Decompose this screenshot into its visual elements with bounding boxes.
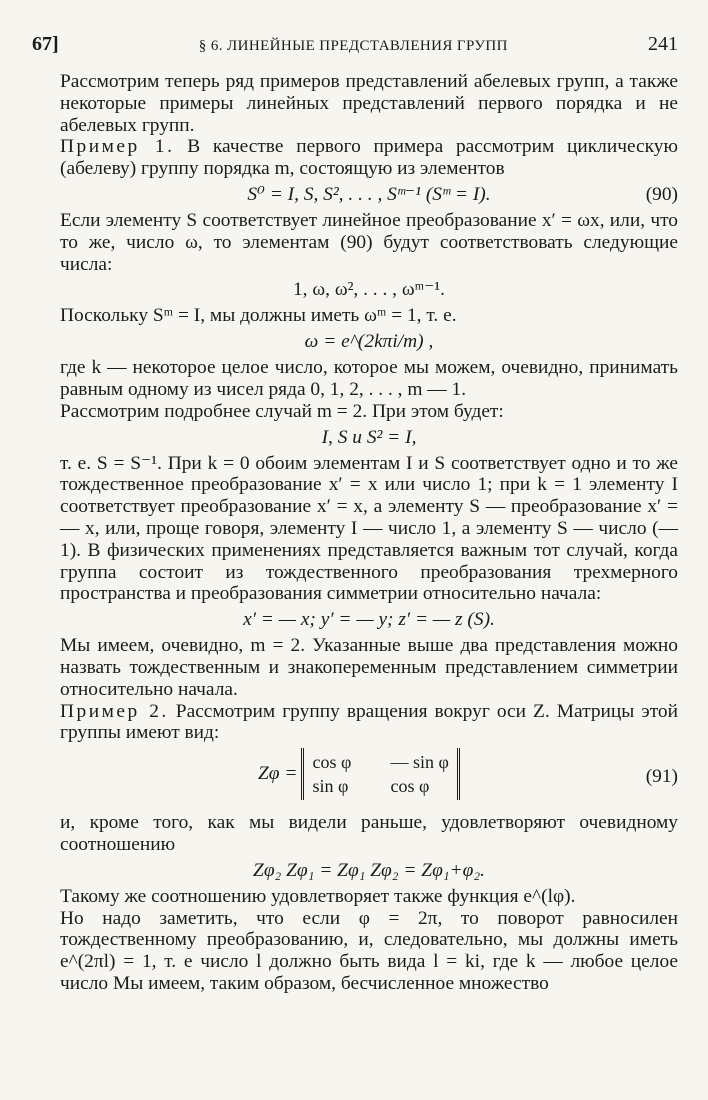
section-marker: 67]	[32, 33, 59, 55]
paragraph-example-1	[60, 136, 678, 180]
case-elements: I, S и S² = I,	[321, 426, 417, 448]
omega-exponent: ω = e^(2kπi/m) ,	[304, 331, 434, 353]
example-1-label: Пример 1.	[60, 136, 175, 158]
example-2-text: Рассмотрим группу вращения вокруг оси Z. Матрицы этой группы имеют вид:	[60, 700, 678, 744]
matrix-row-1	[312, 750, 448, 774]
example-2-label: Пример 2.	[60, 700, 169, 722]
formula-case	[60, 425, 678, 451]
formula-symmetry	[60, 607, 678, 633]
page-number: 241	[647, 33, 678, 55]
paragraph-relation: и, кроме того, как мы видели раньше, удовлетворяют очевидному соотношению	[60, 812, 678, 855]
running-title: § 6. ЛИНЕЙНЫЕ ПРЕДСТАВЛЕНИЯ ГРУПП	[198, 38, 508, 54]
formula-90	[60, 182, 678, 208]
paragraph-integer-k: где k — некоторое целое число, которое мы можем, очевидно, принимать равным одному из чисел ряда 0, 1, 2, . . . , m — 1.	[60, 357, 678, 400]
rotation-matrix	[258, 748, 460, 800]
paragraph-transform: Если элементу S соответствует линейное преобразование x′ = ωx, или, что то же, число ω, то элементам (90) будут соответствовать следующие числа:	[60, 209, 678, 275]
matrix-body	[301, 748, 459, 800]
paragraph-since: Поскольку Sᵐ = I, мы должны иметь ωᵐ = 1, т. е.	[60, 305, 457, 327]
symmetry-transform: x′ = — x; y′ = — y; z′ = — z (S).	[243, 609, 495, 631]
relation-body: Zφ₂ Zφ₁ = Zφ₁ Zφ₂ = Zφ₁+φ₂.	[253, 859, 485, 881]
page-header	[32, 33, 678, 59]
equation-number-90: (90)	[645, 183, 678, 205]
example-1-text: В качестве первого примера рассмотрим циклическую (абелеву) группу порядка m, состоящую из элементов	[60, 136, 678, 180]
matrix-cell-12: — sin φ	[390, 752, 449, 773]
formula-exponent	[60, 329, 678, 355]
formula-omega-series	[60, 277, 678, 303]
matrix-cell-11: cos φ	[312, 752, 352, 773]
formula-91	[60, 748, 678, 808]
paragraph-intro: Рассмотрим теперь ряд примеров представлений абелевых групп, а также некоторые примеры линейных представлений первого порядка и не абелевых групп.	[60, 71, 678, 136]
matrix-lhs: Zφ =	[258, 763, 298, 785]
omega-series: 1, ω, ω², . . . , ωᵐ⁻¹.	[292, 279, 446, 301]
paragraph-case-m2: Рассмотрим подробнее случай m = 2. При этом будет:	[60, 400, 504, 422]
page-body	[60, 71, 678, 995]
paragraph-function: Такому же соотношению удовлетворяет также функция e^(lφ).	[60, 885, 576, 907]
formula-90-body: S⁰ = I, S, S², . . . , Sᵐ⁻¹ (Sᵐ = I).	[247, 183, 491, 205]
matrix-cell-21: sin φ	[312, 776, 349, 797]
paragraph-example-2	[60, 701, 678, 745]
paragraph-identity: т. е. S = S⁻¹. При k = 0 обоим элементам I и S соответствует одно и то же тождественное преобразование x′ = x или число 1; при k = 1 элементу I соответствует преобразование x′ = x, а элементу S — преобразование x′ = — x, или, проще говоря, элементу I — число 1, а элементу S — число (— 1). В физических применениях представляется важным тот случай, когда группа состоит из тождественного преобразования трехмерного пространства и преобразования симметрии относительно начала:	[60, 452, 678, 605]
paragraph-representations: Мы имеем, очевидно, m = 2. Указанные выше два представления можно назвать тождественным и знакопеременным представлением симметрии относительно начала.	[60, 635, 678, 700]
matrix-row-2	[312, 774, 448, 798]
equation-number-91: (91)	[645, 766, 678, 788]
matrix-cell-22: cos φ	[390, 776, 430, 797]
formula-relation	[60, 858, 678, 884]
paragraph-periodicity: Но надо заметить, что если φ = 2π, то поворот равносилен тождественному преобразованию, и, следовательно, мы должны иметь e^(2πl) = 1, т. е число l должно быть вида l = ki, где k — любое целое число Мы имеем, таким образом, бесчисленное множество	[60, 907, 678, 994]
